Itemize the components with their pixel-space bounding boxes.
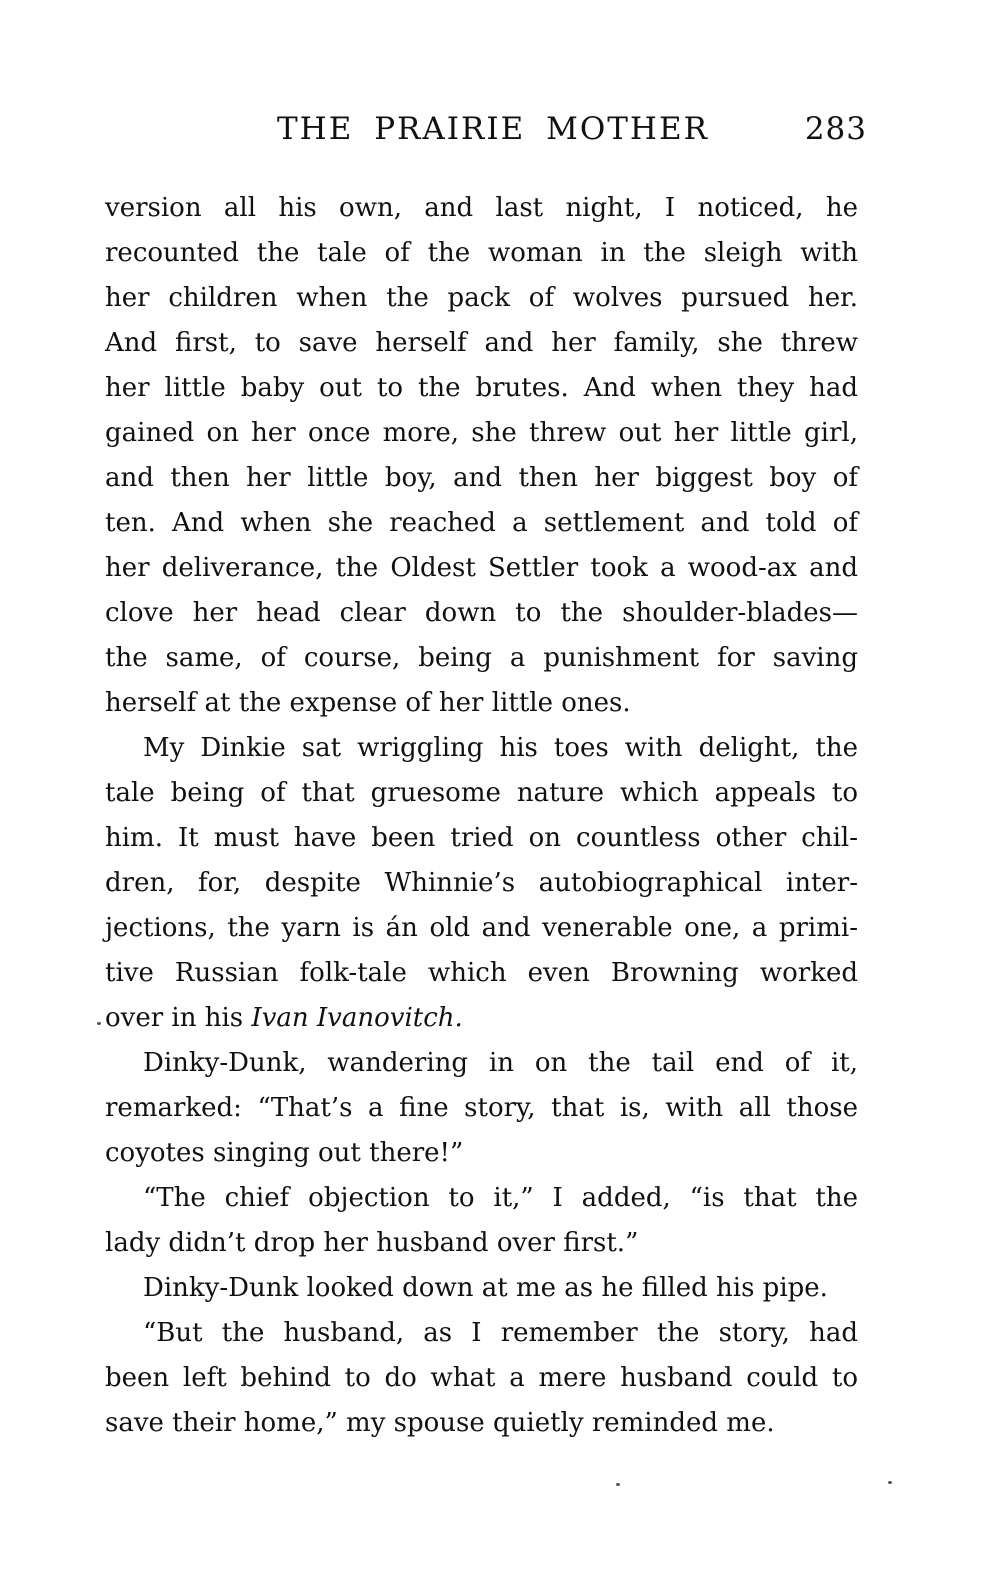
text-line [105,771,858,816]
text-line [105,1266,858,1311]
text-line [105,816,858,861]
text-segment: her little baby out to the brutes. And when they had [105,373,858,403]
text-segment: remarked: “That’s a fine story, that is, with all those [105,1093,858,1123]
text-segment: clove her head clear down to the shoulder-blades— [105,598,858,628]
text-line [105,861,858,906]
text-segment: gained on her once more, she threw out her little girl, [105,418,858,448]
text-line [105,501,858,546]
text-line [105,321,858,366]
text-segment: herself at the expense of her little ones. [105,688,631,718]
ink-speck [97,1022,101,1025]
text-segment: My Dinkie sat wriggling his toes with delight, the [143,733,858,763]
text-line [105,951,858,996]
running-header [105,111,867,151]
text-segment: tale being of that gruesome nature which appeals to [105,778,858,808]
text-segment: Dinky-Dunk, wandering in on the tail end of it, [143,1048,858,1078]
text-segment: been left behind to do what a mere husband could to [105,1363,858,1393]
text-segment: the same, of course, being a punishment for saving [105,643,858,673]
text-segment: lady didn’t drop her husband over first.” [105,1228,639,1258]
text-block [105,186,858,1446]
text-segment: coyotes singing out there!” [105,1138,464,1168]
text-segment: dren, for, despite Whinnie’s autobiographical inter- [105,868,858,898]
text-segment: her children when the pack of wolves pursued her. [105,283,858,313]
text-line [105,1221,858,1266]
text-line [105,906,858,951]
ink-speck [616,1483,620,1486]
text-line [105,231,858,276]
text-line [105,1131,858,1176]
text-line [105,1176,858,1221]
page-number: 283 [804,111,867,147]
header-title: THE PRAIRIE MOTHER [277,111,709,147]
text-line [105,726,858,771]
text-segment: her deliverance, the Oldest Settler took a wood-ax and [105,553,858,583]
text-line [105,546,858,591]
text-line [105,411,858,456]
text-line [105,681,858,726]
text-segment: jections, the yarn is án old and venerable one, a primi- [105,913,858,943]
text-line [105,186,858,231]
italic-book-title: Ivan Ivanovitch. [251,1003,463,1033]
text-segment: save their home,” my spouse quietly reminded me. [105,1408,775,1438]
text-line [105,366,858,411]
text-line [105,456,858,501]
ink-speck [888,1481,892,1484]
text-line [105,1356,858,1401]
text-line [105,1311,858,1356]
text-segment: over in his [105,1003,252,1033]
text-line [105,591,858,636]
text-segment: tive Russian folk-tale which even Browning worked [105,958,858,988]
text-line [105,1401,858,1446]
text-line [105,1086,858,1131]
text-segment: And first, to save herself and her family, she threw [105,328,858,358]
text-segment: ten. And when she reached a settlement and told of [105,508,858,538]
text-line [105,996,858,1041]
text-segment: version all his own, and last night, I noticed, he [105,193,858,223]
text-segment: and then her little boy, and then her biggest boy of [105,463,858,493]
text-segment: “The chief objection to it,” I added, “is that the [143,1183,858,1213]
text-segment: recounted the tale of the woman in the sleigh with [105,238,858,268]
text-segment: Dinky-Dunk looked down at me as he filled his pipe. [143,1273,828,1303]
text-segment: “But the husband, as I remember the story, had [143,1318,858,1348]
text-line [105,1041,858,1086]
text-line [105,276,858,321]
text-line [105,636,858,681]
text-segment: him. It must have been tried on countless other chil- [105,823,858,853]
